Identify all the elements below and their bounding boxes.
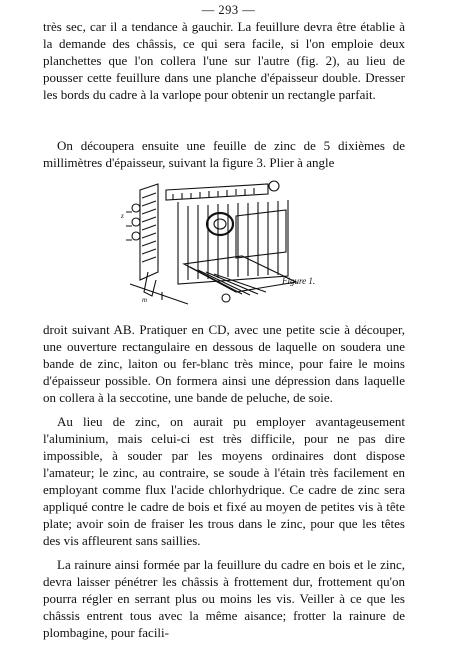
paragraph-4: Au lieu de zinc, on aurait pu employer avantageusement l'aluminium, mais celui-ci est très difficile, pour ne pas dire impossible, à souder par les moyens ordinaires dont dispose l'amateur; le zinc, au contraire, se soude à l'étain très facilement en employant comme flux l'acide chlorhydrique. Ce cadre de zinc sera appliqué contre le cadre de bois et fixé au moyen de petites vis à tête plate; avoir soin de fraiser les trous dans le zinc, pour que les têtes des vis affleurent sans saillies.	[43, 414, 405, 548]
figure-drawing	[118, 172, 350, 312]
paragraph-3: droit suivant AB. Pratiquer en CD, avec une petite scie à découper, une ouverture rectangulaire en dessous de laquelle on soudera une bande de zinc, laiton ou fer-blanc très mince, pour faire le moins d'épaisseur possible. On formera ainsi une dépression dans laquelle on collera à la seccotine, une bande de peluche, de soie.	[43, 322, 405, 405]
paragraph-2: On découpera ensuite une feuille de zinc de 5 dixièmes de millimètres d'épaisseur, suivant la figure 3. Plier à angle	[43, 138, 405, 170]
figure-label-m: m	[142, 296, 148, 304]
paragraph-5: La rainure ainsi formée par la feuillure du cadre en bois et le zinc, devra laisser pénétrer les châssis à frottement dur, frottement qu'on pourra régler en serrant plus ou moins les vis. Veiller à ce que les châssis entrent tous avec la même aisance; frotter la rainure de plombagine, pour facili-	[43, 557, 405, 640]
figure-label-z: z	[121, 212, 124, 220]
figure-caption: Figure 1.	[282, 276, 316, 286]
page-number: — 293 —	[201, 3, 256, 17]
paragraph-1: très sec, car il a tendance à gauchir. La feuillure devra être établie à la demande des châssis, ce qui sera facile, si l'on emploie deux planchettes que l'on collera l'une sur l'autre (fig. 2), au lieu de pousser cette feuillure dans une planche d'épaisseur double. Dresser les bords du cadre à la varlope pour obtenir un rectangle parfait.	[43, 19, 405, 102]
figure-illustration	[118, 172, 350, 312]
